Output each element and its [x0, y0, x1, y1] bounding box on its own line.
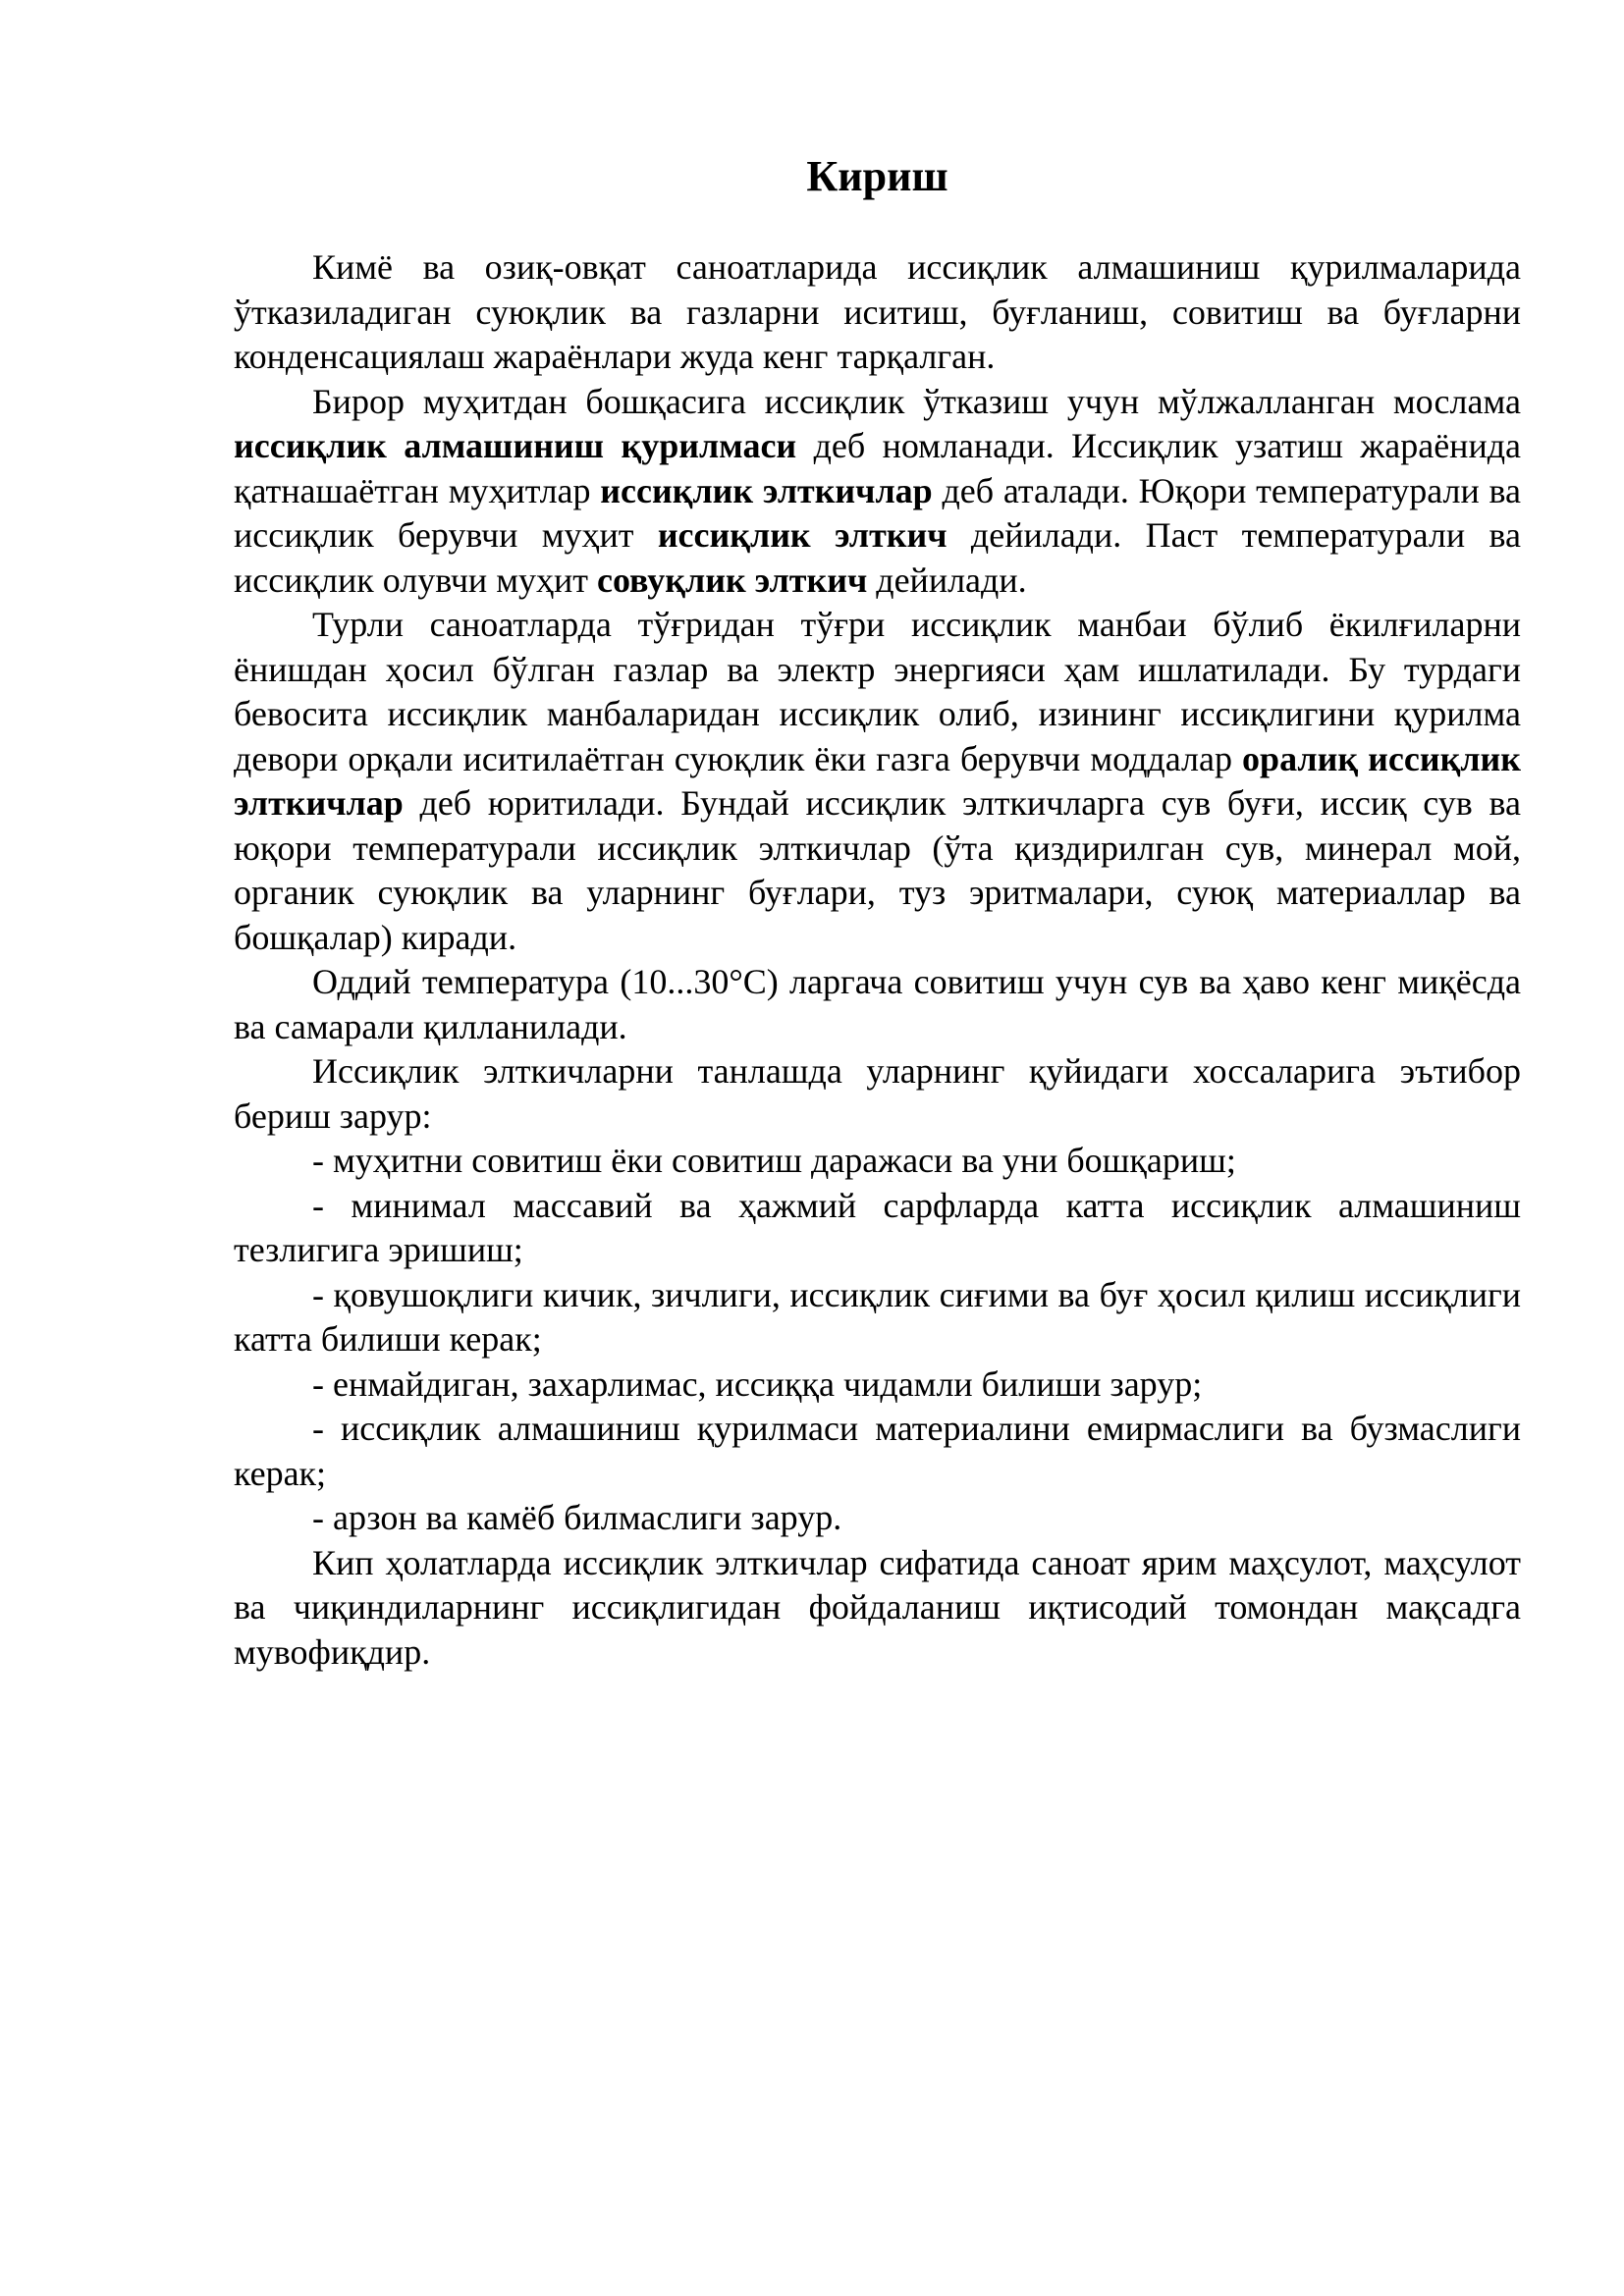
document-body: [234, 245, 1521, 1675]
text-run: Турли саноатларда тўғридан тўғри иссиқлик манбаи бўлиб ёкилғиларни ёнишдан ҳосил бўлган газлар ва электр энергияси ҳам ишлатилади. Бу турдаги бевосита иссиқлик манбаларидан иссиқлик олиб, изининг иссиқлигини қурилма девори орқали иситилаётган суюқлик ёки газга берувчи моддалар: [234, 605, 1521, 778]
paragraph: [234, 960, 1521, 1049]
text-run: - муҳитни совитиш ёки совитиш даражаси ва уни бошқариш;: [312, 1141, 1236, 1180]
text-run: - арзон ва камёб билмаслиги зарур.: [312, 1498, 842, 1537]
text-run: - енмайдиган, захарлимас, иссиққа чидамли билиши зарур;: [312, 1363, 1203, 1404]
text-run: Оддий температура (10...30°С) ларгача совитиш учун сув ва ҳаво кенг миқёсда ва самарали қилланилади.: [234, 962, 1521, 1046]
text-run: - иссиқлик алмашиниш қурилмаси материалини емирмаслиги ва бузмаслиги керак;: [234, 1409, 1521, 1493]
text-run: дейилади.: [867, 560, 1027, 600]
paragraph: [234, 1273, 1521, 1362]
document-page: [234, 147, 1521, 1675]
bold-term: совуқлик элткич: [596, 560, 868, 600]
paragraph: [234, 380, 1521, 604]
text-run: Кип ҳолатларда иссиқлик элткичлар сифатида саноат ярим маҳсулот, маҳсулот ва чиқиндиларнинг иссиқлигидан фойдаланиш иқтисодий томондан мақсадга мувофиқдир.: [234, 1542, 1521, 1672]
text-run: Иссиқлик элткичларни танлашда уларнинг қуйидаги хоссаларига эътибор бериш зарур:: [234, 1051, 1521, 1136]
paragraph: [234, 603, 1521, 960]
paragraph: [234, 1541, 1521, 1676]
paragraph: [234, 1184, 1521, 1273]
page-title: Кириш: [806, 152, 948, 200]
bold-term: иссиқлик элткичлар: [600, 470, 933, 510]
paragraph: [234, 1496, 1521, 1541]
bold-term: иссиқлик элткич: [657, 515, 947, 555]
bold-term: оралиқ иссиқлик элткичлар: [234, 738, 1521, 823]
paragraph: [234, 1049, 1521, 1139]
paragraph: [234, 245, 1521, 380]
text-run: дейилади. Паст температурали ва иссиқлик олувчи муҳит: [234, 515, 1521, 600]
text-run: деб номланади. Иссиқлик узатиш жараёнида қатнашаётган муҳитлар: [234, 426, 1522, 510]
paragraph: [234, 1407, 1521, 1496]
text-run: деб юритилади. Бундай иссиқлик элткичларга сув буғи, иссиқ сув ва юқори температурали иссиқлик элткичлар (ўта қиздирилган сув, минерал мой, органик суюқлик ва уларнинг буғлари, туз эритмалари, суюқ материаллар ва бошқалар) киради.: [234, 783, 1521, 957]
text-run: деб аталади. Юқори температурали ва иссиқлик берувчи муҳит: [234, 470, 1521, 555]
text-run: - қовушоқлиги кичик, зичлиги, иссиқлик сиғими ва буғ ҳосил қилиш иссиқлиги катта билиши керак;: [234, 1274, 1521, 1359]
text-run: - минимал массавий ва ҳажмий сарфларда катта иссиқлик алмашиниш тезлигига эришиш;: [234, 1185, 1521, 1269]
paragraph: [234, 1362, 1521, 1408]
text-run: Бирор муҳитдан бошқасига иссиқлик ўтказиш учун мўлжалланган мослама: [312, 381, 1521, 421]
paragraph: [234, 1139, 1521, 1184]
bold-term: иссиқлик алмашиниш қурилмаси: [234, 426, 797, 465]
text-run: Кимё ва озиқ-овқат саноатларида иссиқлик алмашиниш қурилмаларида ўтказиладиган суюқлик ва газларни иситиш, буғланиш, совитиш ва буғларни конденсациялаш жараёнлари жуда кенг тарқалган.: [234, 247, 1521, 376]
